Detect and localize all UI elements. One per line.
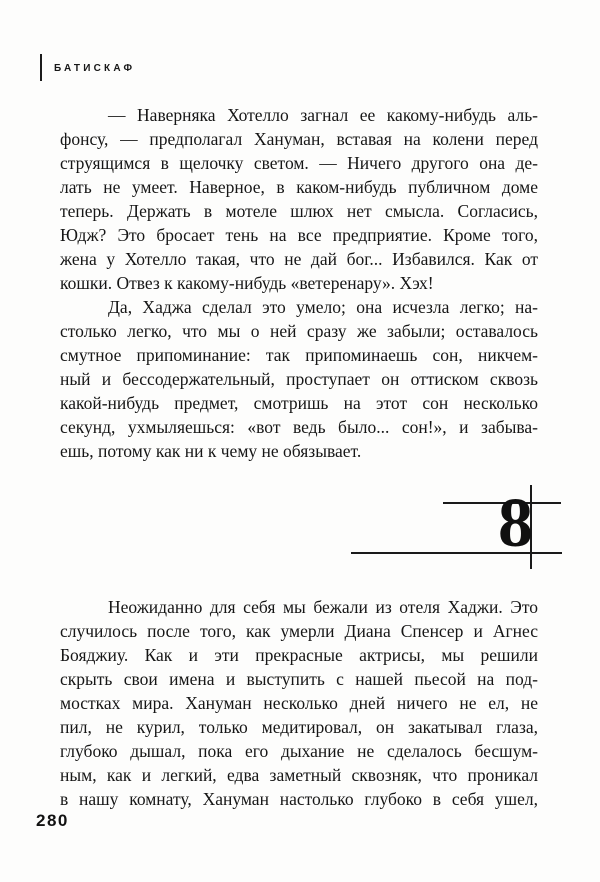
paragraph bbox=[60, 295, 538, 463]
text-line: смутное припоминание: так припоминаешь сон, никчем- bbox=[60, 345, 538, 365]
text-block-upper bbox=[60, 103, 538, 463]
text-line: Юдж? Это бросает тень на все предприятие. Кроме того, bbox=[60, 225, 538, 245]
text-line: скрыть свои имена и выступить с нашей пьесой на под- bbox=[60, 669, 538, 689]
text-line: струящимся в щелочку светом. — Ничего другого она де- bbox=[60, 153, 538, 173]
text-line: Неожиданно для себя мы бежали из отеля Хаджи. Это bbox=[108, 597, 538, 617]
book-title: БАТИСКАФ bbox=[54, 63, 136, 74]
text-line: в нашу комнату, Хануман настолько глубоко в себя ушел, bbox=[60, 789, 538, 809]
text-line: жена у Хотелло такая, что не дай бог... Избавился. Как от bbox=[60, 249, 538, 269]
text-line: лать не умеет. Наверное, в каком-нибудь публичном доме bbox=[60, 177, 538, 197]
text-line: какой-нибудь предмет, смотришь на этот сон несколько bbox=[60, 393, 538, 413]
chapter-number: 8 bbox=[498, 485, 533, 562]
text-line: ным, как и легкий, едва заметный сквозняк, что проникал bbox=[60, 765, 538, 785]
text-line: кошки. Отвез к какому-нибудь «ветеренару». Хэх! bbox=[60, 273, 434, 293]
header-rule bbox=[40, 54, 42, 81]
text-line: Да, Хаджа сделал это умело; она исчезла легко; на- bbox=[108, 297, 538, 317]
text-line: столько легко, что мы о ней сразу же забыли; оставалось bbox=[60, 321, 538, 341]
text-line: ный и бессодержательный, проступает он оттиском сквозь bbox=[60, 369, 538, 389]
text-line: фонсу, — предполагал Хануман, вставая на колени перед bbox=[60, 129, 538, 149]
text-line: случилось после того, как умерли Диана Спенсер и Агнес bbox=[60, 621, 538, 641]
text-line: секунд, ухмыляешься: «вот ведь было... сон!», и забыва- bbox=[60, 417, 538, 437]
page-number: 280 bbox=[36, 811, 69, 830]
text-line: пил, не курил, только медитировал, он закатывал глаза, bbox=[60, 717, 538, 737]
text-line: мостках мира. Хануман несколько дней ничего не ел, не bbox=[60, 693, 538, 713]
paragraph bbox=[60, 103, 538, 295]
text-line: глубоко дышал, пока его дыхание не сделалось бесшум- bbox=[60, 741, 538, 761]
text-line: теперь. Держать в мотеле шлюх нет смысла. Согласись, bbox=[60, 201, 538, 221]
text-line: — Наверняка Хотелло загнал ее какому-нибудь аль- bbox=[108, 105, 538, 125]
running-header bbox=[40, 54, 135, 81]
text-line: Бояджиу. Как и эти прекрасные актрисы, мы решили bbox=[60, 645, 538, 665]
text-block-lower bbox=[60, 595, 538, 811]
paragraph bbox=[60, 595, 538, 811]
text-line: ешь, потому как ни к чему не обязывает. bbox=[60, 441, 362, 461]
